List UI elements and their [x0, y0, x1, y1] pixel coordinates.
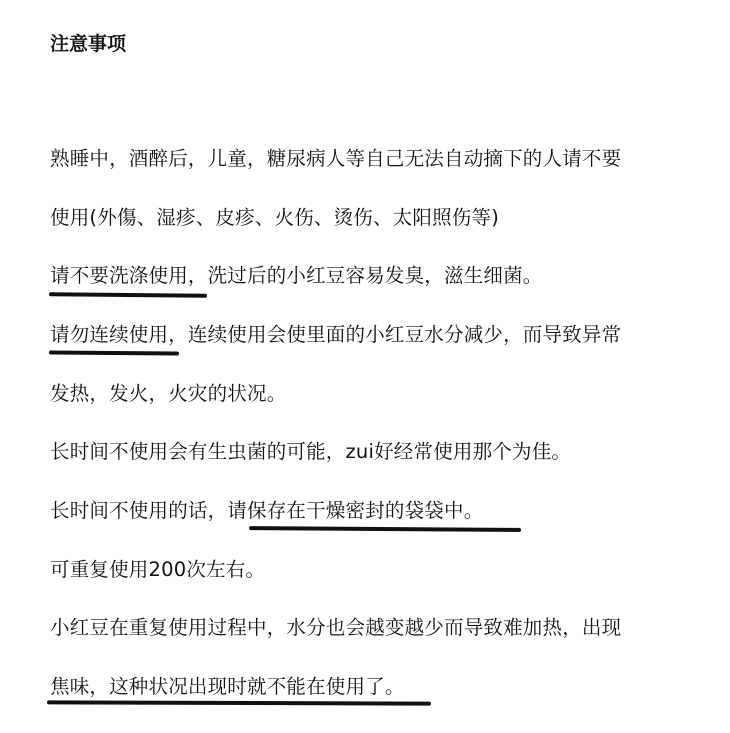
underline-mark-4	[47, 700, 431, 705]
text-line-10: 焦味，这种状况出现时就不能在使用了。	[50, 675, 405, 698]
text-line-9: 小红豆在重复使用过程中，水分也会越变越少而导致难加热，出现	[50, 616, 622, 639]
underline-mark-3	[249, 526, 521, 532]
text-line-7: 长时间不使用的话，请保存在干燥密封的袋袋中。	[50, 499, 484, 522]
underline-mark-2	[49, 350, 179, 355]
underline-mark-1	[49, 292, 207, 298]
page-title: 注意事项	[50, 33, 127, 55]
text-line-6: 长时间不使用会有生虫菌的可能，zui好经常使用那个为佳。	[50, 440, 572, 463]
text-line-5: 发热，发火，火灾的状况。	[50, 382, 287, 405]
text-line-8: 可重复使用200次左右。	[50, 558, 266, 581]
text-line-2: 使用(外傷、湿疹、皮疹、火伤、烫伤、太阳照伤等)	[50, 206, 500, 229]
text-line-1: 熟睡中，酒醉后，儿童，糖尿病人等自己无法自动摘下的人请不要	[50, 147, 622, 170]
text-line-3: 请不要洗涤使用，洗过后的小红豆容易发臭，滋生细菌。	[50, 264, 543, 287]
text-line-4: 请勿连续使用，连续使用会使里面的小红豆水分减少，而导致异常	[50, 323, 622, 346]
